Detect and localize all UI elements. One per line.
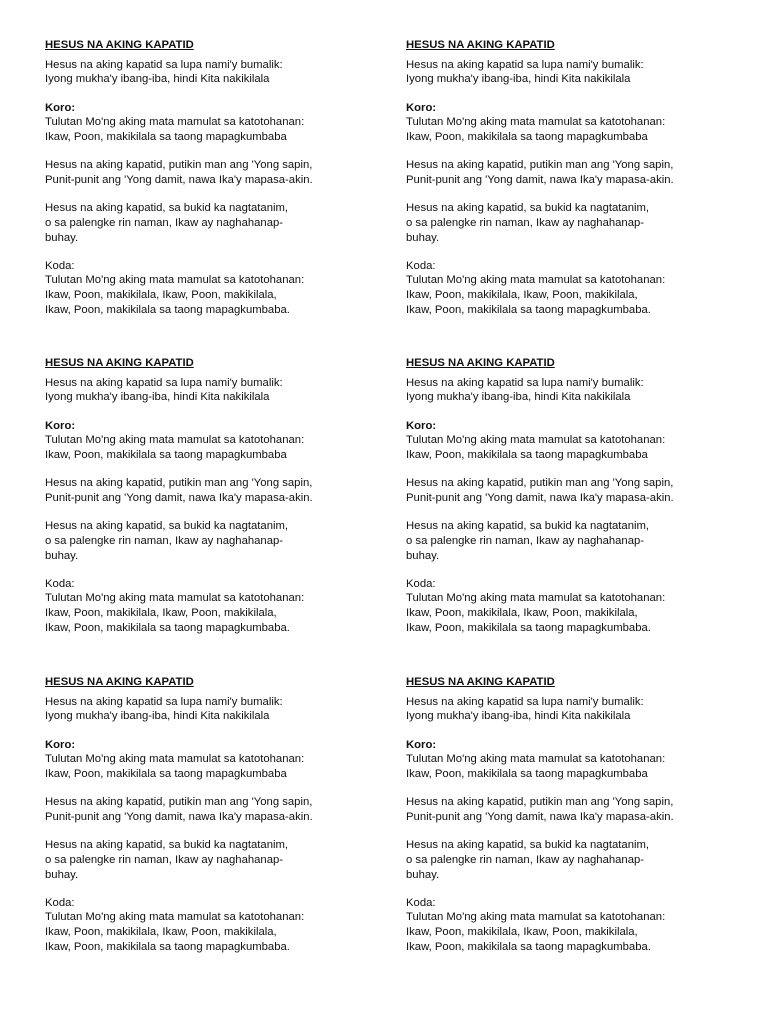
lyric-line: Tulutan Mo'ng aking mata mamulat sa katotohanan: [406,911,666,924]
lyric-line: Tulutan Mo'ng aking mata mamulat sa katotohanan: [406,434,666,447]
verse-2 [45,158,385,187]
koro [45,738,385,782]
lyric-line: Tulutan Mo'ng aking mata mamulat sa katotohanan: [406,753,666,766]
verse-3 [406,201,746,245]
lyric-line: Tulutan Mo'ng aking mata mamulat sa katotohanan: [45,753,305,766]
koro [45,101,385,145]
song-title: HESUS NA AKING KAPATID [406,357,555,369]
lyric-line: Punit-punit ang 'Yong damit, nawa Ika'y mapasa-akin. [406,173,674,186]
koda [45,259,385,318]
lyric-line: Ikaw, Poon, makikilala sa taong mapagkumbaba [45,768,287,781]
lyric-line: Ikaw, Poon, makikilala sa taong mapagkumbaba [45,131,287,144]
lyric-line: Ikaw, Poon, makikilala, Ikaw, Poon, makikilala, [45,926,277,939]
verse-1 [45,376,385,405]
lyric-line: Ikaw, Poon, makikilala sa taong mapagkumbaba [45,449,287,462]
lyric-line: Ikaw, Poon, makikilala, Ikaw, Poon, makikilala, [45,289,277,302]
lyric-line: Tulutan Mo'ng aking mata mamulat sa katotohanan: [406,116,666,129]
lyric-line: o sa palengke rin naman, Ikaw ay naghahanap- [406,216,645,229]
lyric-line: Hesus na aking kapatid, sa bukid ka nagtatanim, [45,520,289,533]
lyric-line: Hesus na aking kapatid, putikin man ang 'Yong sapin, [45,796,313,809]
koro [45,419,385,463]
lyric-line: o sa palengke rin naman, Ikaw ay naghahanap- [406,534,645,547]
lyric-line: buhay. [45,868,79,881]
verse-2 [406,795,746,824]
lyric-line: o sa palengke rin naman, Ikaw ay naghahanap- [45,853,284,866]
verse-1 [406,58,746,87]
verse-2 [45,795,385,824]
lyric-line: Hesus na aking kapatid sa lupa nami'y bumalik: [45,695,283,708]
lyric-line: Iyong mukha'y ibang-iba, hindi Kita nakikilala [406,73,631,86]
song-title: HESUS NA AKING KAPATID [45,676,194,688]
verse-3 [45,201,385,245]
koro-label: Koro: [406,101,437,114]
koda-label: Koda: [406,259,436,272]
lyric-line: Ikaw, Poon, makikilala, Ikaw, Poon, makikilala, [406,289,638,302]
lyric-line: buhay. [45,231,79,244]
koda-label: Koda: [45,259,75,272]
lyric-line: Iyong mukha'y ibang-iba, hindi Kita nakikilala [45,710,270,723]
lyric-line: Hesus na aking kapatid, sa bukid ka nagtatanim, [406,839,650,852]
lyric-line: Ikaw, Poon, makikilala sa taong mapagkumbaba. [45,303,290,316]
lyric-line: Tulutan Mo'ng aking mata mamulat sa katotohanan: [45,274,305,287]
koda-label: Koda: [45,577,75,590]
koda [406,896,746,955]
lyric-line: Iyong mukha'y ibang-iba, hindi Kita nakikilala [45,73,270,86]
lyric-line: Ikaw, Poon, makikilala sa taong mapagkumbaba. [406,303,651,316]
lyric-line: buhay. [406,231,440,244]
lyric-line: Punit-punit ang 'Yong damit, nawa Ika'y mapasa-akin. [406,810,674,823]
lyric-line: Ikaw, Poon, makikilala, Ikaw, Poon, makikilala, [45,607,277,620]
verse-2 [406,158,746,187]
lyric-line: Tulutan Mo'ng aking mata mamulat sa katotohanan: [406,592,666,605]
lyric-line: Hesus na aking kapatid sa lupa nami'y bumalik: [406,58,644,71]
lyric-line: Hesus na aking kapatid, sa bukid ka nagtatanim, [45,839,289,852]
lyrics-block [45,356,385,649]
koda [406,577,746,636]
koro-label: Koro: [406,419,437,432]
lyric-line: Punit-punit ang 'Yong damit, nawa Ika'y mapasa-akin. [45,810,313,823]
lyric-line: Hesus na aking kapatid, putikin man ang 'Yong sapin, [406,477,674,490]
lyric-line: Ikaw, Poon, makikilala sa taong mapagkumbaba [406,449,648,462]
song-title: HESUS NA AKING KAPATID [406,676,555,688]
verse-1 [406,695,746,724]
lyric-line: Hesus na aking kapatid, sa bukid ka nagtatanim, [45,202,289,215]
verse-1 [45,695,385,724]
koro-label: Koro: [45,738,76,751]
lyric-line: buhay. [406,549,440,562]
lyrics-block [406,675,746,968]
lyric-line: Iyong mukha'y ibang-iba, hindi Kita nakikilala [406,710,631,723]
koda-label: Koda: [45,896,75,909]
song-title: HESUS NA AKING KAPATID [45,357,194,369]
koda-label: Koda: [406,896,436,909]
lyrics-block [406,38,746,331]
lyric-line: Hesus na aking kapatid, sa bukid ka nagtatanim, [406,520,650,533]
lyric-line: Hesus na aking kapatid, sa bukid ka nagtatanim, [406,202,650,215]
lyric-line: o sa palengke rin naman, Ikaw ay naghahanap- [45,216,284,229]
lyrics-block [406,356,746,649]
koro-label: Koro: [406,738,437,751]
koro [406,101,746,145]
verse-3 [406,838,746,882]
verse-3 [406,519,746,563]
lyrics-block [45,38,385,331]
lyric-line: Iyong mukha'y ibang-iba, hindi Kita nakikilala [406,391,631,404]
lyric-line: Ikaw, Poon, makikilala sa taong mapagkumbaba [406,768,648,781]
koro [406,738,746,782]
lyric-line: o sa palengke rin naman, Ikaw ay naghahanap- [45,534,284,547]
song-title: HESUS NA AKING KAPATID [406,39,555,51]
verse-3 [45,519,385,563]
lyric-line: Ikaw, Poon, makikilala sa taong mapagkumbaba. [406,940,651,953]
lyric-line: Ikaw, Poon, makikilala sa taong mapagkumbaba [406,131,648,144]
lyric-line: Hesus na aking kapatid sa lupa nami'y bumalik: [45,376,283,389]
koda [406,259,746,318]
lyric-line: Hesus na aking kapatid sa lupa nami'y bumalik: [406,376,644,389]
lyric-line: buhay. [45,549,79,562]
lyric-line: buhay. [406,868,440,881]
lyric-line: Tulutan Mo'ng aking mata mamulat sa katotohanan: [45,116,305,129]
verse-2 [45,476,385,505]
koro [406,419,746,463]
lyrics-block [45,675,385,968]
song-title: HESUS NA AKING KAPATID [45,39,194,51]
koro-label: Koro: [45,101,76,114]
lyric-line: Tulutan Mo'ng aking mata mamulat sa katotohanan: [45,434,305,447]
lyric-line: Hesus na aking kapatid, putikin man ang 'Yong sapin, [406,796,674,809]
verse-1 [45,58,385,87]
lyric-line: Iyong mukha'y ibang-iba, hindi Kita nakikilala [45,391,270,404]
verse-3 [45,838,385,882]
lyric-line: Punit-punit ang 'Yong damit, nawa Ika'y mapasa-akin. [45,491,313,504]
lyric-line: Punit-punit ang 'Yong damit, nawa Ika'y mapasa-akin. [45,173,313,186]
lyric-line: o sa palengke rin naman, Ikaw ay naghahanap- [406,853,645,866]
koda-label: Koda: [406,577,436,590]
lyric-line: Hesus na aking kapatid sa lupa nami'y bumalik: [406,695,644,708]
lyric-line: Ikaw, Poon, makikilala sa taong mapagkumbaba. [45,621,290,634]
lyric-line: Tulutan Mo'ng aking mata mamulat sa katotohanan: [45,911,305,924]
lyric-line: Ikaw, Poon, makikilala, Ikaw, Poon, makikilala, [406,926,638,939]
lyric-line: Hesus na aking kapatid, putikin man ang 'Yong sapin, [45,159,313,172]
lyric-line: Hesus na aking kapatid sa lupa nami'y bumalik: [45,58,283,71]
lyric-line: Tulutan Mo'ng aking mata mamulat sa katotohanan: [45,592,305,605]
lyric-line: Ikaw, Poon, makikilala sa taong mapagkumbaba. [45,940,290,953]
lyric-line: Ikaw, Poon, makikilala, Ikaw, Poon, makikilala, [406,607,638,620]
lyric-line: Tulutan Mo'ng aking mata mamulat sa katotohanan: [406,274,666,287]
verse-2 [406,476,746,505]
koda [45,896,385,955]
lyric-line: Punit-punit ang 'Yong damit, nawa Ika'y mapasa-akin. [406,491,674,504]
koro-label: Koro: [45,419,76,432]
lyric-line: Hesus na aking kapatid, putikin man ang 'Yong sapin, [45,477,313,490]
koda [45,577,385,636]
lyric-line: Hesus na aking kapatid, putikin man ang 'Yong sapin, [406,159,674,172]
lyric-line: Ikaw, Poon, makikilala sa taong mapagkumbaba. [406,621,651,634]
verse-1 [406,376,746,405]
